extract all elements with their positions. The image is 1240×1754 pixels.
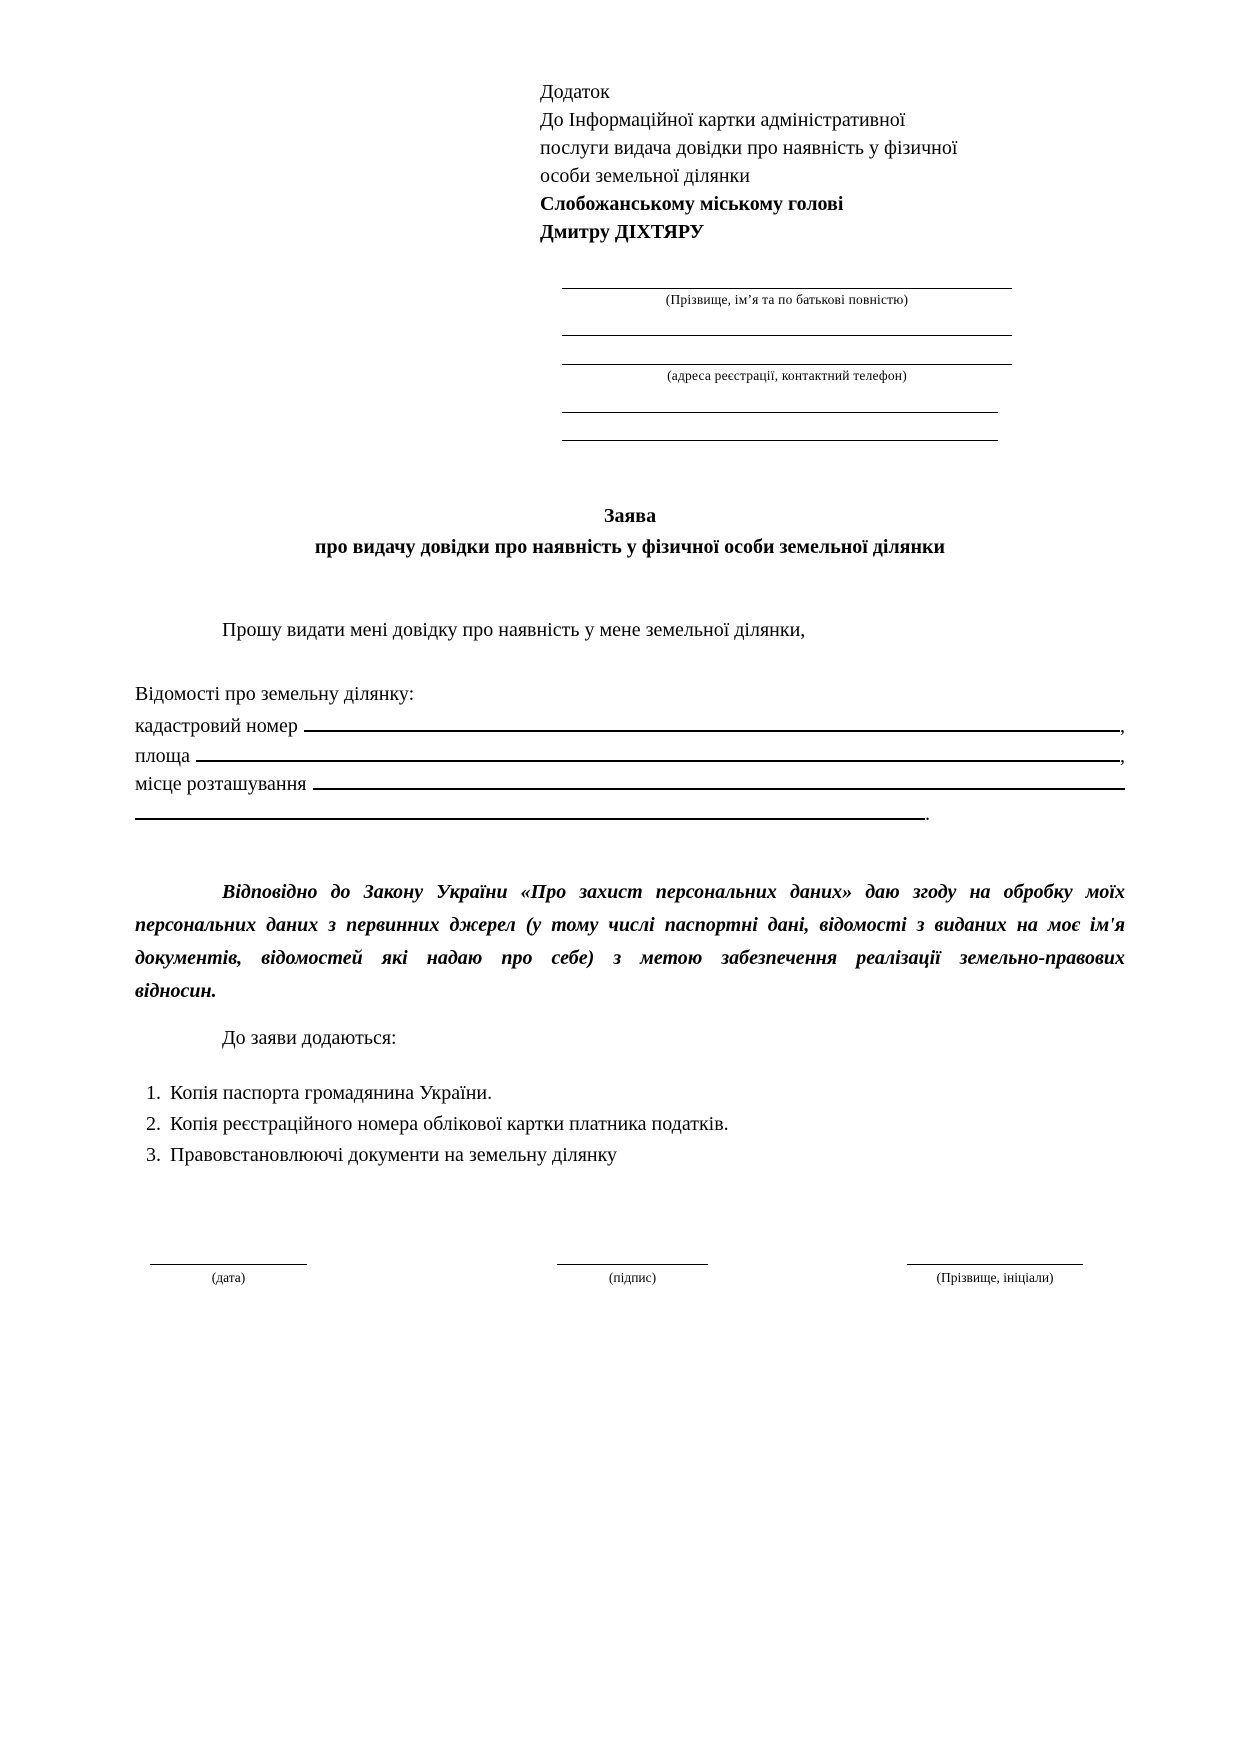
applicant-blank-line	[562, 335, 1012, 336]
document-title: Заява	[603, 505, 657, 527]
cadastral-number-label: кадастровий номер	[135, 715, 298, 737]
applicant-address-caption: (адреса реєстрації, контактний телефон)	[667, 368, 907, 383]
applicant-blank-line	[562, 412, 998, 413]
consent-paragraph: Відповідно до Закону України «Про захист персональних даних» даю згоду на обробку моїх персональних даних з первинних джерел (у тому числі паспортні дані, відомості з виданих на моє ім'я документів, відомостей які надаю про себе) з метою забезпечення реалізації земельно-правових відносин.	[135, 881, 1125, 1002]
attachment-item	[135, 1078, 1125, 1109]
attachments-heading: До заяви додаються:	[222, 1027, 397, 1049]
addressee-title: Слобожанському міському голові	[540, 193, 844, 215]
item-number: 2.	[146, 1113, 161, 1135]
header-appendix-block	[540, 78, 1020, 246]
item-text: Копія реєстраційного номера облікової картки платника податків.	[170, 1113, 729, 1135]
signature-sign-line	[557, 1264, 708, 1265]
cadastral-number-blank-line	[304, 706, 1120, 732]
item-text: Правовстановлюючі документи на земельну ділянку	[170, 1144, 618, 1166]
area-label: площа	[135, 745, 190, 767]
applicant-name-caption: (Прізвище, ім’я та по батькові повністю)	[665, 292, 909, 307]
appendix-line: До Інформаційної картки адміністративної	[540, 109, 906, 131]
applicant-address-blank-line	[562, 364, 1012, 365]
signature-date-line	[150, 1264, 307, 1265]
field-suffix: .	[925, 803, 930, 825]
signature-name-line	[907, 1264, 1083, 1265]
field-row-location-continuation	[135, 794, 1125, 829]
signature-sign-caption: (підпис)	[608, 1270, 657, 1285]
attachment-item	[135, 1140, 1125, 1171]
item-number: 3.	[146, 1144, 161, 1166]
item-number: 1.	[146, 1082, 161, 1104]
location-blank-line	[313, 764, 1126, 790]
signature-name-caption: (Прізвище, ініціали)	[936, 1270, 1054, 1285]
location-continuation-blank-line	[135, 794, 925, 820]
attachment-item	[135, 1109, 1125, 1140]
applicant-blank-line	[562, 440, 998, 441]
appendix-line: особи земельної ділянки	[540, 165, 750, 187]
request-paragraph: Прошу видати мені довідку про наявність у мене земельної ділянки,	[222, 619, 806, 641]
land-info-heading: Відомості про земельну ділянку:	[135, 683, 415, 705]
item-text: Копія паспорта громадянина України.	[170, 1082, 493, 1104]
appendix-line: послуги видача довідки про наявність у фізичної	[540, 137, 958, 159]
appendix-line: Додаток	[540, 81, 610, 103]
location-label: місце розташування	[135, 773, 307, 795]
signature-date-caption: (дата)	[211, 1270, 246, 1285]
area-blank-line	[196, 736, 1120, 762]
field-suffix: ,	[1120, 715, 1125, 737]
field-suffix: ,	[1120, 745, 1125, 767]
addressee-name: Дмитру ДІХТЯРУ	[540, 221, 705, 243]
applicant-name-blank-line	[562, 288, 1012, 289]
document-subtitle: про видачу довідки про наявність у фізичної особи земельної ділянки	[314, 536, 946, 558]
